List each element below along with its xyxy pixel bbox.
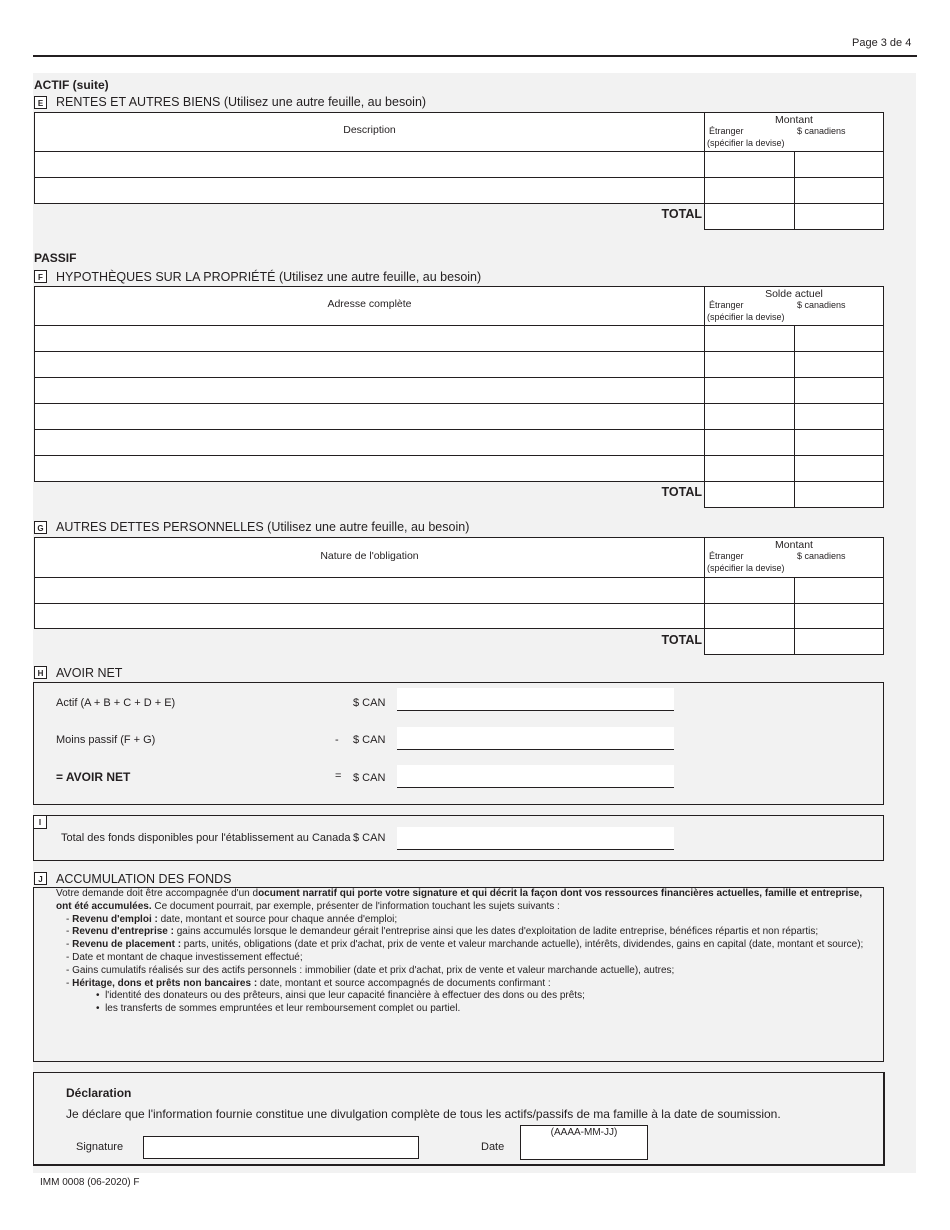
section-j-box: [33, 887, 884, 1062]
section-f-total-cad[interactable]: [794, 481, 884, 508]
section-j-letter: J: [34, 872, 47, 885]
j-intro: Votre demande doit être accompagnée d'un document narratif qui porte votre signature et qui décrit la façon dont vos ressources financières actuelles, famille et entreprise, ont été accumulées. Ce document pourrait, par exemple, présenter de l'information touchant les sujets suivants :: [56, 888, 863, 912]
signature-label: Signature: [76, 1141, 124, 1153]
h-row1-label: Actif (A + B + C + D + E): [56, 697, 176, 709]
section-j-title: ACCUMULATION DES FONDS: [56, 872, 232, 886]
h-row3-currency: $ CAN: [353, 772, 386, 784]
section-e-row-2-foreign[interactable]: [704, 177, 795, 204]
section-e-row-2-cad[interactable]: [794, 177, 884, 204]
section-f-row-2-foreign[interactable]: [704, 351, 795, 378]
j-item-3: - Revenu de placement : parts, unités, obligations (date et prix d'achat, prix de vente et valeur marchande actuelle), intérêts, dividendes, gains en capital (date, montant et source);: [66, 939, 864, 951]
page-number: Page 3 de 4: [852, 37, 912, 49]
section-e-row-1-cad[interactable]: [794, 151, 884, 178]
declaration-title: Déclaration: [66, 1086, 132, 1100]
j-content: [56, 888, 871, 1016]
section-e-total-label: TOTAL: [661, 207, 702, 221]
actif-heading: ACTIF (suite): [34, 78, 109, 92]
section-e-letter: E: [34, 96, 47, 109]
j-item-6: - Héritage, dons et prêts non bancaires : date, montant et source accompagnés de documents confirmant :: [66, 977, 551, 989]
section-h-title: AVOIR NET: [56, 666, 123, 680]
section-f-row-3-cad[interactable]: [794, 377, 884, 404]
h-avoir-net-field[interactable]: [397, 765, 674, 788]
h-row1-currency: $ CAN: [353, 697, 386, 709]
section-f-row-5-cad[interactable]: [794, 429, 884, 456]
section-f-row-4-cad[interactable]: [794, 403, 884, 430]
section-f-row-6-cad[interactable]: [794, 455, 884, 482]
top-rule: [33, 55, 917, 57]
i-funds-field[interactable]: [397, 827, 674, 850]
section-f-row-4-foreign[interactable]: [704, 403, 795, 430]
section-f-amount-header: Solde actuel Étranger (spécifier la devise) $ canadiens: [704, 286, 884, 326]
j-item-4: - Date et montant de chaque investissement effectué;: [66, 951, 303, 963]
section-g-total-foreign[interactable]: [704, 628, 795, 655]
section-g-title: AUTRES DETTES PERSONNELLES (Utilisez une autre feuille, au besoin): [56, 520, 470, 534]
section-h-box: [33, 682, 884, 805]
section-f-row-1-foreign[interactable]: [704, 325, 795, 352]
section-g-total-label: TOTAL: [661, 633, 702, 647]
section-g-row-1-desc[interactable]: [34, 577, 705, 604]
h-row2-label: Moins passif (F + G): [56, 734, 156, 746]
form-id: IMM 0008 (06-2020) F: [40, 1177, 140, 1188]
section-f-row-6-foreign[interactable]: [704, 455, 795, 482]
section-g-amount-header: Montant Étranger (spécifier la devise) $ canadiens: [704, 537, 884, 578]
section-e-title: RENTES ET AUTRES BIENS (Utilisez une autre feuille, au besoin): [56, 95, 427, 109]
section-f-row-6-desc[interactable]: [34, 455, 705, 482]
section-i-letter: I: [34, 816, 47, 829]
section-f-row-3-desc[interactable]: [34, 377, 705, 404]
section-f-row-1-desc[interactable]: [34, 325, 705, 352]
date-label: Date: [481, 1141, 505, 1153]
section-e-amount-header: Montant Étranger (spécifier la devise) $ canadiens: [704, 112, 884, 152]
declaration-text: Je déclare que l'information fournie constitue une divulgation complète de tous les actifs/passifs de ma famille à la date de soumission.: [66, 1107, 781, 1121]
section-f-row-5-desc[interactable]: [34, 429, 705, 456]
section-f-row-2-cad[interactable]: [794, 351, 884, 378]
section-g-row-1-cad[interactable]: [794, 577, 884, 604]
section-f-row-3-foreign[interactable]: [704, 377, 795, 404]
j-bullet-2: • les transferts de sommes empruntées et leur remboursement complet ou partiel.: [96, 1003, 461, 1015]
section-g-desc-header: Nature de l'obligation: [34, 537, 705, 578]
h-row2-sign: -: [335, 734, 339, 746]
section-e-row-1-foreign[interactable]: [704, 151, 795, 178]
section-e-total-cad[interactable]: [794, 203, 884, 230]
section-i-box: [33, 815, 884, 861]
h-row2-currency: $ CAN: [353, 734, 386, 746]
section-g-row-2-desc[interactable]: [34, 603, 705, 629]
h-row3-sign: =: [335, 770, 342, 782]
h-row3-label: = AVOIR NET: [56, 770, 131, 784]
date-format-hint: (AAAA-MM-JJ): [550, 1127, 618, 1138]
section-e-row-2-desc[interactable]: [34, 177, 705, 204]
section-f-title: HYPOTHÈQUES SUR LA PROPRIÉTÉ (Utilisez une autre feuille, au besoin): [56, 270, 482, 284]
j-item-1: - Revenu d'emploi : date, montant et source pour chaque année d'emploi;: [66, 913, 398, 925]
h-actif-field[interactable]: [397, 688, 674, 711]
section-f-row-2-desc[interactable]: [34, 351, 705, 378]
section-f-total-foreign[interactable]: [704, 481, 795, 508]
declaration-box: [33, 1072, 885, 1166]
section-f-desc-header: Adresse complète: [34, 286, 705, 326]
j-item-2: - Revenu d'entreprise : gains accumulés lorsque le demandeur gérait l'entreprise ainsi que les dates d'exploitation de ladite entreprise, bénéfices répartis et non répartis;: [66, 926, 819, 938]
section-e-desc-header: Description: [34, 112, 705, 152]
j-bullet-1: • l'identité des donateurs ou des prêteurs, ainsi que leur capacité financière à effectuer des dons ou des prêts;: [96, 990, 585, 1002]
section-g-row-1-foreign[interactable]: [704, 577, 795, 604]
section-g-row-2-cad[interactable]: [794, 603, 884, 629]
section-g-total-cad[interactable]: [794, 628, 884, 655]
date-field[interactable]: [520, 1125, 648, 1160]
section-g-letter: G: [34, 521, 47, 534]
passif-heading: PASSIF: [34, 251, 77, 265]
section-f-row-5-foreign[interactable]: [704, 429, 795, 456]
section-h-letter: H: [34, 666, 47, 679]
h-passif-field[interactable]: [397, 727, 674, 750]
section-f-row-4-desc[interactable]: [34, 403, 705, 430]
section-f-row-1-cad[interactable]: [794, 325, 884, 352]
signature-field[interactable]: [143, 1136, 419, 1159]
section-e-row-1-desc[interactable]: [34, 151, 705, 178]
j-item-5: - Gains cumulatifs réalisés sur des actifs personnels : immobilier (date et prix d'achat, prix de vente et valeur marchande actuelle), autres;: [66, 964, 675, 976]
section-g-row-2-foreign[interactable]: [704, 603, 795, 629]
i-currency: $ CAN: [353, 832, 386, 844]
section-f-letter: F: [34, 270, 47, 283]
section-e-total-foreign[interactable]: [704, 203, 795, 230]
i-label: Total des fonds disponibles pour l'établissement au Canada: [61, 832, 351, 844]
section-f-total-label: TOTAL: [661, 485, 702, 499]
